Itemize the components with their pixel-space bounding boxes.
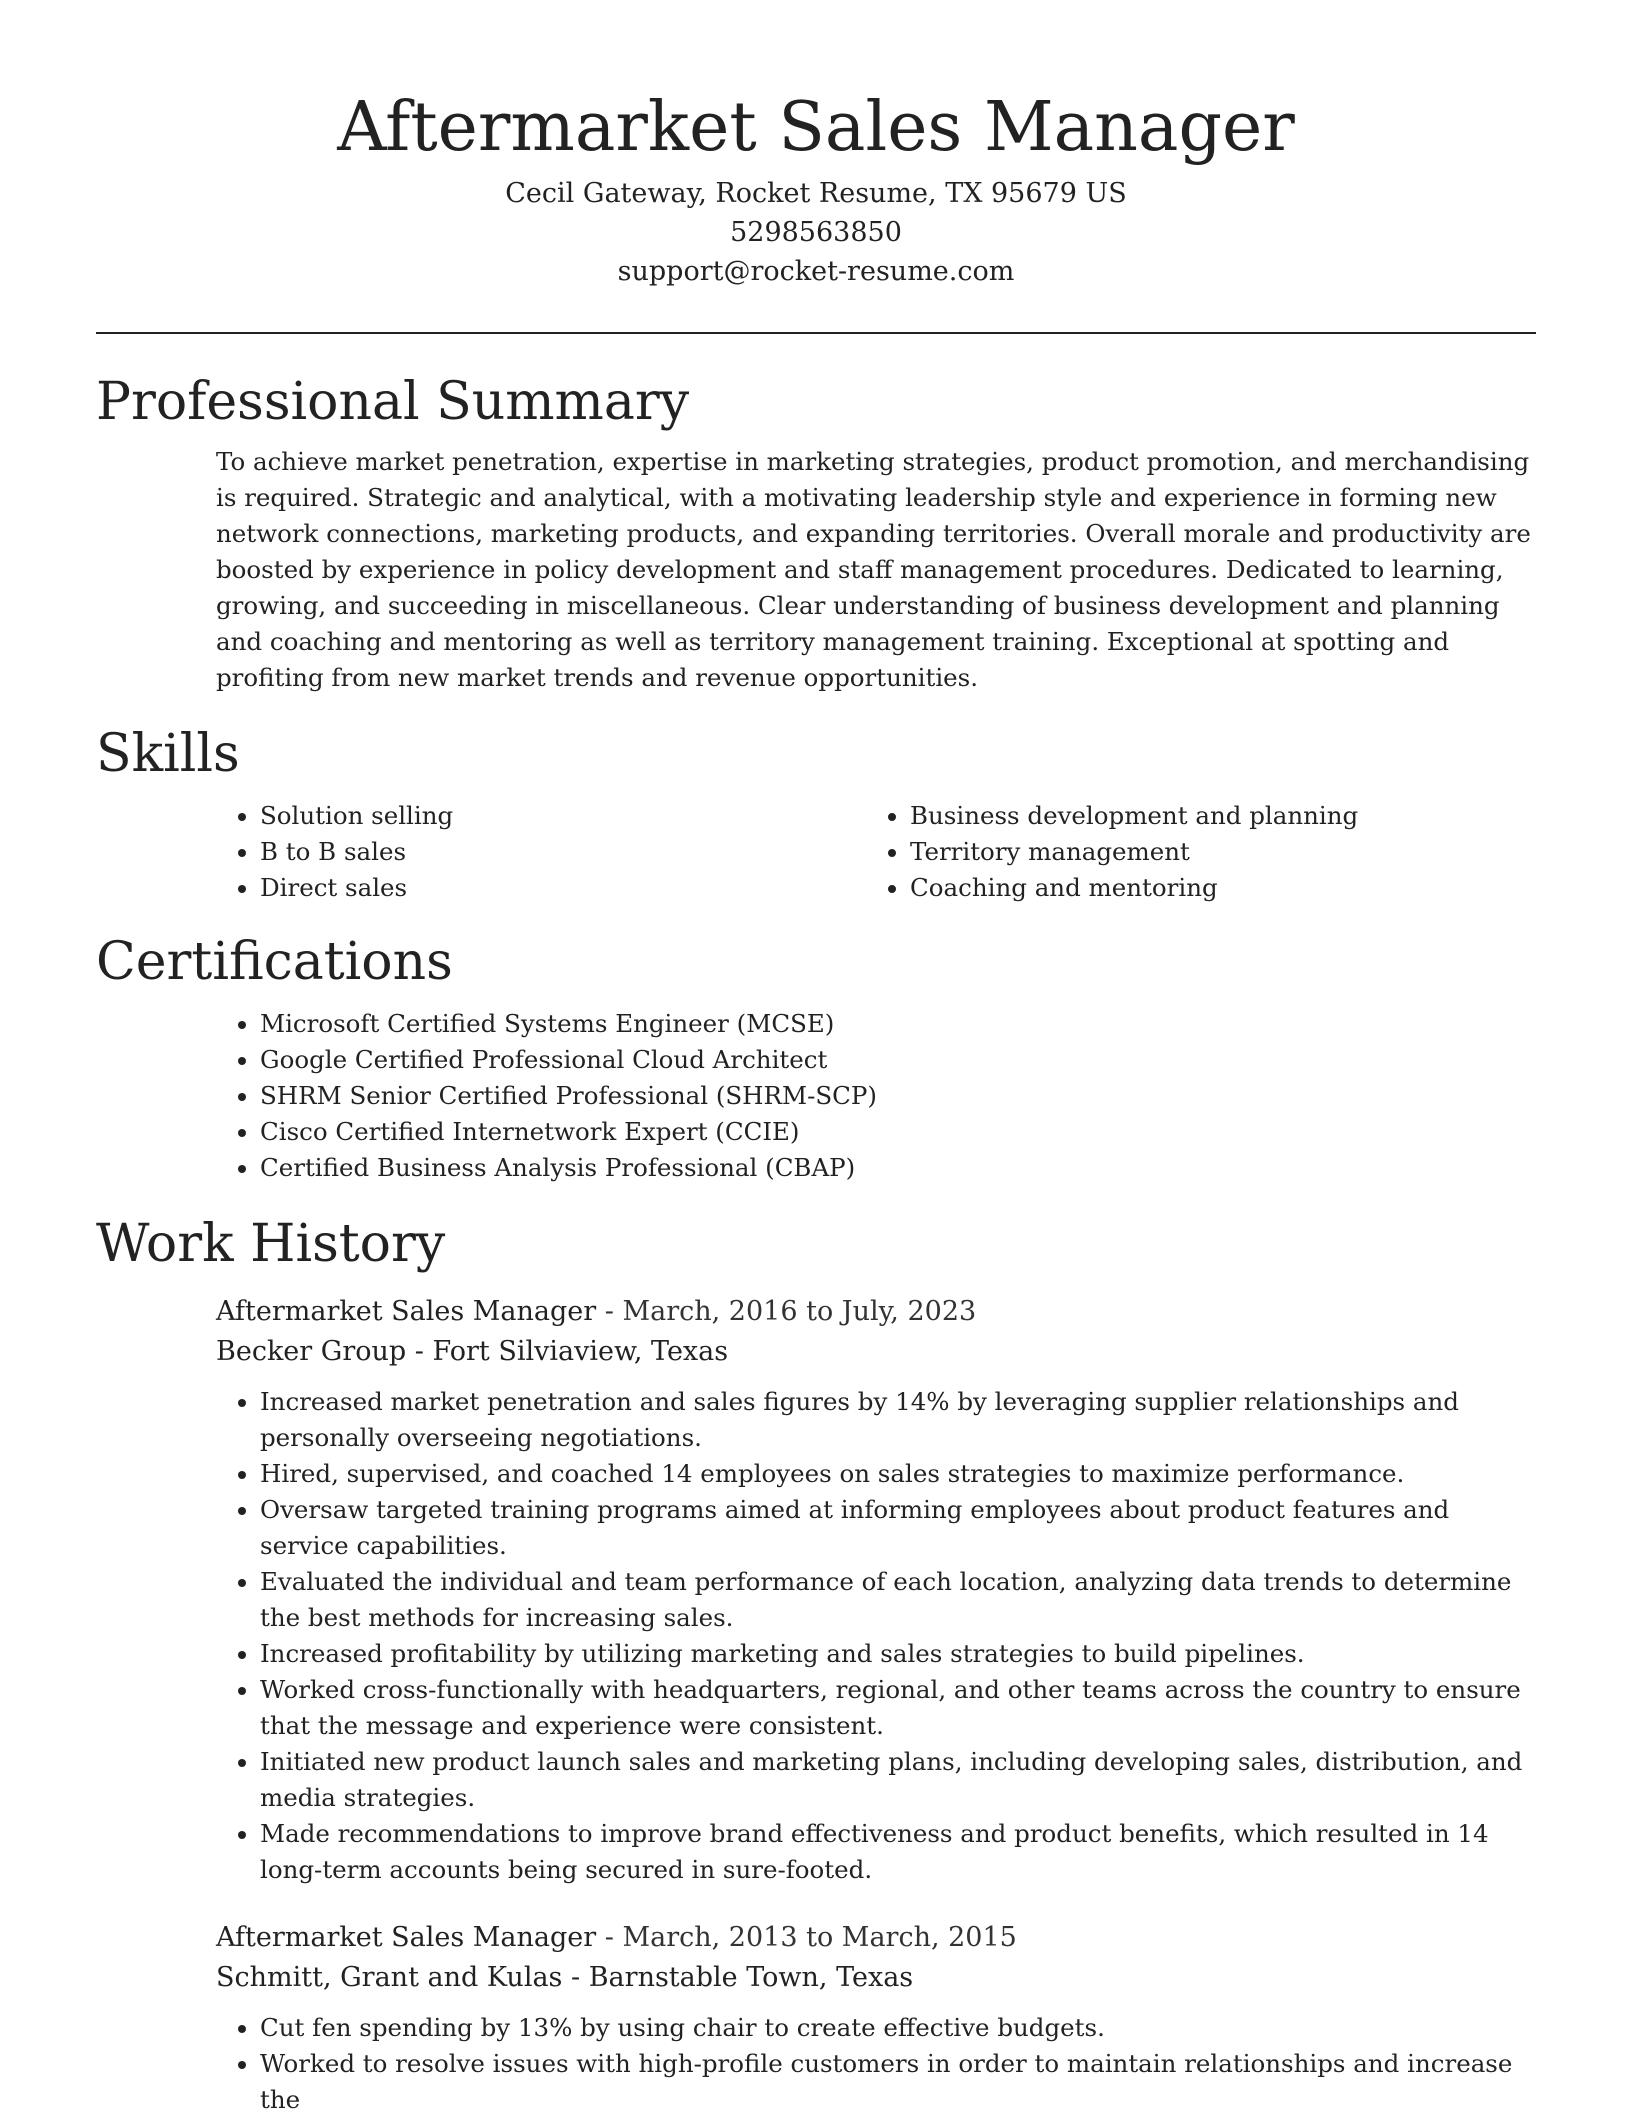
skills-list-left [216,798,866,906]
certification-item: • Google Certified Professional Cloud Architect [260,1042,1536,1078]
job-bullets [216,1384,1536,1888]
job-location: Barnstable Town, Texas [588,1962,914,1993]
certification-item: • Certified Business Analysis Professional (CBAP) [260,1150,1536,1186]
job-company: Schmitt, Grant and Kulas [216,1962,563,1993]
job-bullet: • Evaluated the individual and team performance of each location, analyzing data trends to determine the best methods for increasing sales. [260,1564,1536,1636]
job-entry [216,1918,1536,2118]
job-role: Aftermarket Sales Manager [216,1296,597,1327]
skills-list-right [866,798,1516,906]
contact-address: Cecil Gateway, Rocket Resume, TX 95679 US [505,178,1127,209]
job-dates: March, 2013 to March, 2015 [622,1922,1017,1953]
job-bullet: • Cut fen spending by 13% by using chair to create effective budgets. [260,2010,1536,2046]
certification-item: • Microsoft Certified Systems Engineer (MCSE) [260,1006,1536,1042]
job-title-line [216,1292,1536,1332]
work-section [96,1212,1536,2118]
job-company-line [216,1332,1536,1372]
resume-page [96,0,1536,2118]
skills-section [96,722,1536,906]
certification-item: • SHRM Senior Certified Professional (SHRM-SCP) [260,1078,1536,1114]
job-role: Aftermarket Sales Manager [216,1922,597,1953]
job-separator: - [562,1962,589,1993]
certification-item: • Cisco Certified Internetwork Expert (CCIE) [260,1114,1536,1150]
job-bullet: • Worked to resolve issues with high-profile customers in order to maintain relationships and increase the [260,2046,1536,2118]
job-bullet: • Hired, supervised, and coached 14 employees on sales strategies to maximize performance. [260,1456,1536,1492]
certifications-title: Certifications [96,932,453,992]
skill-item: • Direct sales [260,870,866,906]
job-entry [216,1292,1536,1888]
job-company-line [216,1958,1536,1998]
work-title: Work History [96,1214,446,1274]
job-bullet: • Made recommendations to improve brand effectiveness and product benefits, which resulted in 14 long-term accounts being secured in sure-footed. [260,1816,1536,1888]
job-separator: - [406,1336,433,1367]
summary-section [96,370,1536,696]
job-location: Fort Silviaview, Texas [432,1336,729,1367]
certifications-list [216,1006,1536,1186]
skill-item: • Solution selling [260,798,866,834]
certifications-section [96,930,1536,1186]
skills-title: Skills [96,724,240,784]
contact-email: support@rocket-resume.com [617,256,1015,287]
job-bullet: • Increased market penetration and sales figures by 14% by leveraging supplier relationships and personally overseeing negotiations. [260,1384,1536,1456]
contact-block [96,174,1536,291]
job-dates: March, 2016 to July, 2023 [622,1296,977,1327]
skills-grid [216,798,1536,906]
skill-item: • Coaching and mentoring [910,870,1516,906]
summary-title: Professional Summary [96,372,690,432]
job-title-line [216,1918,1536,1958]
resume-header [96,0,1536,291]
job-bullet: • Initiated new product launch sales and marketing plans, including developing sales, distribution, and media strategies. [260,1744,1536,1816]
job-separator: - [596,1922,623,1953]
skill-item: • Territory management [910,834,1516,870]
header-divider [96,332,1536,334]
job-separator: - [596,1296,623,1327]
job-company: Becker Group [216,1336,407,1367]
job-bullet: • Worked cross-functionally with headquarters, regional, and other teams across the country to ensure that the message and experience were consistent. [260,1672,1536,1744]
contact-phone: 5298563850 [730,217,902,248]
skill-item: • B to B sales [260,834,866,870]
job-bullet: • Increased profitability by utilizing marketing and sales strategies to build pipelines. [260,1636,1536,1672]
summary-text: To achieve market penetration, expertise in marketing strategies, product promotion, and merchandising is required. Strategic and analytical, with a motivating leadership style and experience in forming new network connections, marketing products, and expanding territories. Overall morale and productivity are boosted by experience in policy development and staff management procedures. Dedicated to learning, growing, and succeeding in miscellaneous. Clear understanding of business development and planning and coaching and mentoring as well as territory management training. Exceptional at spotting and profiting from new market trends and revenue opportunities. [216,447,1531,692]
candidate-name: Aftermarket Sales Manager [337,88,1295,167]
job-bullets [216,2010,1536,2118]
job-bullet: • Oversaw targeted training programs aimed at informing employees about product features and service capabilities. [260,1492,1536,1564]
skill-item: • Business development and planning [910,798,1516,834]
